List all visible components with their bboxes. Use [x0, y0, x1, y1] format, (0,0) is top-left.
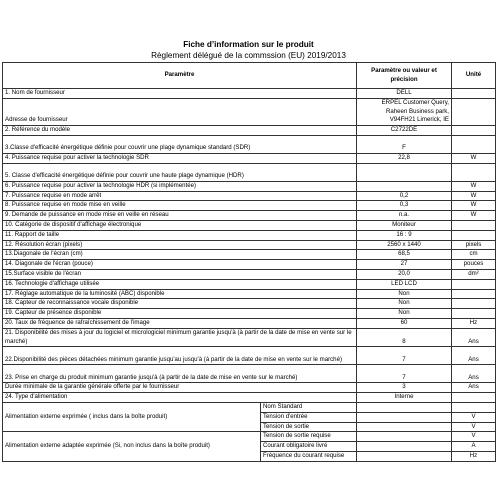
row-unit: W	[452, 201, 496, 211]
row-unit: pouces	[452, 260, 496, 270]
row-unit: Ans	[452, 347, 496, 365]
table-row	[3, 250, 496, 260]
table-row	[3, 279, 496, 289]
external-power-adapted-item-unit: V	[452, 432, 496, 442]
row-unit: Ans	[452, 328, 496, 347]
external-power-adapted-item-name: Fréquence du courant requise	[261, 451, 357, 461]
row-unit	[452, 135, 496, 153]
row-parameter: 3.Classe d'efficacité énergétique définie pour couvrir une plage dynamique standard (SDR)	[3, 135, 357, 153]
row-value: Non	[357, 299, 452, 309]
document-subtitle: Règlement délégué de la commssion (EU) 2019/2013	[151, 51, 346, 60]
row-unit: W	[452, 153, 496, 163]
row-unit: W	[452, 211, 496, 221]
table-row	[3, 201, 496, 211]
row-value: F	[357, 135, 452, 153]
row-unit	[452, 279, 496, 289]
table-row	[3, 230, 496, 240]
row-value: 20,0	[357, 269, 452, 279]
row-value: 60	[357, 318, 452, 328]
product-spec-table	[2, 62, 496, 462]
table-row	[3, 240, 496, 250]
row-unit: cm	[452, 250, 496, 260]
row-value: 7	[357, 347, 452, 365]
external-power-adapted-item-value	[357, 451, 452, 461]
document-header	[2, 39, 495, 61]
spec-rows	[3, 89, 496, 462]
row-parameter: 5. Classe d'efficacité énergétique définie pour couvrir une haute plage dynamique (HDR)	[3, 163, 357, 181]
table-row	[3, 393, 496, 403]
row-value: Interne	[357, 393, 452, 403]
table-row	[3, 220, 496, 230]
table-row	[3, 402, 496, 412]
row-unit	[452, 230, 496, 240]
external-power-adapted-label: Alimentation externe adaptée exprimée (Si, non inclus dans la boîte produit)	[3, 432, 261, 461]
row-unit: Ans	[452, 383, 496, 393]
row-parameter: 9. Demande de puissance en mode mise en veille en réseau	[3, 211, 357, 221]
row-parameter: 6. Puissance requise pour activer la technologie HDR (si implémentée)	[3, 181, 357, 191]
row-parameter: 20. Taux de fréquence de rafraîchissement de l'image	[3, 318, 357, 328]
row-parameter: 13.Diagonale de l'écran (cm)	[3, 250, 357, 260]
external-power-adapted-item-value	[357, 442, 452, 452]
row-parameter: 4. Puissance requise pour activer la technologie SDR	[3, 153, 357, 163]
row-value: 7	[357, 365, 452, 383]
row-unit	[452, 289, 496, 299]
row-parameter: 17. Réglage automatique de la luminosité (ABC) disponible	[3, 289, 357, 299]
row-value	[357, 181, 452, 191]
external-power-included-item-unit: V	[452, 412, 496, 422]
table-row	[3, 299, 496, 309]
external-power-adapted-item-unit: A	[452, 442, 496, 452]
row-value: DELL	[357, 89, 452, 99]
table-row	[3, 432, 496, 442]
external-power-included-item-value	[357, 422, 452, 432]
table-row	[3, 269, 496, 279]
row-parameter: Adresse de fournisseur	[3, 98, 357, 125]
row-value: 0,3	[357, 201, 452, 211]
row-parameter: Durée minimale de la garantie générale offerte par le fournisseur	[3, 383, 357, 393]
row-unit: pixels	[452, 240, 496, 250]
table-row	[3, 153, 496, 163]
table-row	[3, 98, 496, 125]
table-row	[3, 89, 496, 99]
row-parameter: 11. Rapport de taille	[3, 230, 357, 240]
row-value: 8	[357, 328, 452, 347]
row-parameter: 10. Catégorie de dispositif d'affichage électronique	[3, 220, 357, 230]
row-unit	[452, 220, 496, 230]
table-row	[3, 163, 496, 181]
row-parameter: 16. Technologie d'affichage utilisée	[3, 279, 357, 289]
row-unit	[452, 98, 496, 125]
external-power-adapted-item-name: Tension de sortie requise	[261, 432, 357, 442]
external-power-included-item-name: Nom Standard	[261, 402, 357, 412]
row-parameter: 23. Prise en charge du produit minimum garantie jusqu'à (à partir de la date de mise en vente sur le marché)	[3, 365, 357, 383]
external-power-included-item-value	[357, 412, 452, 422]
row-unit: Hz	[452, 318, 496, 328]
row-value: Moniteur	[357, 220, 452, 230]
table-row	[3, 318, 496, 328]
row-value: 3	[357, 383, 452, 393]
row-parameter: 24. Type d'alimentation	[3, 393, 357, 403]
table-row	[3, 135, 496, 153]
row-value: n.a.	[357, 211, 452, 221]
row-unit: Ans	[452, 365, 496, 383]
row-value	[357, 163, 452, 181]
row-value: 68,5	[357, 250, 452, 260]
external-power-included-item-name: Tension d'entrée	[261, 412, 357, 422]
column-header-unit: Unité	[452, 63, 496, 89]
table-row	[3, 328, 496, 347]
external-power-included-item-name: Tension de sortie	[261, 422, 357, 432]
row-parameter: 22.Disponibilité des pièces détachées minimum garantie jusqu'au jusqu'à (à partir de la date de mise en vente sur le marché)	[3, 347, 357, 365]
row-parameter: 18. Capteur de reconnaissance vocale disponible	[3, 299, 357, 309]
table-row	[3, 191, 496, 201]
table-row	[3, 347, 496, 365]
row-value: 27	[357, 260, 452, 270]
column-header-value: Paramètre ou valeur et précision	[357, 63, 452, 89]
row-unit	[452, 126, 496, 136]
row-value: 16 : 9	[357, 230, 452, 240]
row-parameter: 12. Résolution écran (pixels)	[3, 240, 357, 250]
external-power-adapted-item-name: Courant obligatoire livré	[261, 442, 357, 452]
table-row	[3, 289, 496, 299]
table-row	[3, 383, 496, 393]
row-unit	[452, 393, 496, 403]
column-header-parameter: Paramètre	[3, 63, 357, 89]
row-value: 0,2	[357, 191, 452, 201]
row-unit: W	[452, 191, 496, 201]
table-row	[3, 260, 496, 270]
row-value: C2722DE	[357, 126, 452, 136]
row-parameter: 2. Référence du modèle	[3, 126, 357, 136]
row-value: Non	[357, 309, 452, 319]
table-row	[3, 126, 496, 136]
row-unit	[452, 299, 496, 309]
table-row	[3, 365, 496, 383]
external-power-included-item-value	[357, 402, 452, 412]
row-parameter: 1. Nom de fournisseur	[3, 89, 357, 99]
external-power-included-item-unit	[452, 402, 496, 412]
row-unit: dm²	[452, 269, 496, 279]
table-row	[3, 211, 496, 221]
row-unit: W	[452, 181, 496, 191]
row-value: 22,8	[357, 153, 452, 163]
external-power-adapted-item-unit: Hz	[452, 451, 496, 461]
row-value: Non	[357, 289, 452, 299]
row-unit	[452, 309, 496, 319]
external-power-included-label: Alimentation externe exprimée ( inclus dans la boîte produit)	[3, 402, 261, 431]
row-parameter: 7. Puissance requise en mode arrêt	[3, 191, 357, 201]
row-value: LED LCD	[357, 279, 452, 289]
row-unit	[452, 163, 496, 181]
row-value: ERPEL Customer Query, Raheen Business park, V94FH21 Limerick, IE	[357, 98, 452, 125]
external-power-included-item-unit: V	[452, 422, 496, 432]
row-unit	[452, 89, 496, 99]
row-parameter: 21. Disponibilité des mises à jour du logiciel et micrologiciel minimum garantie jusqu'à (à partir de la date de mise en vente sur le marché)	[3, 328, 357, 347]
table-row	[3, 181, 496, 191]
row-value: 2560 x 1440	[357, 240, 452, 250]
table-row	[3, 309, 496, 319]
row-parameter: 8. Puissance requise en mode mise en veille	[3, 201, 357, 211]
row-parameter: 19. Capteur de présence disponible	[3, 309, 357, 319]
row-parameter: 14. Diagonale de l'écran (pouce)	[3, 260, 357, 270]
external-power-adapted-item-value	[357, 432, 452, 442]
row-parameter: 15.Surface visible de l'écran	[3, 269, 357, 279]
document-title: Fiche d’information sur le produit	[183, 40, 314, 49]
